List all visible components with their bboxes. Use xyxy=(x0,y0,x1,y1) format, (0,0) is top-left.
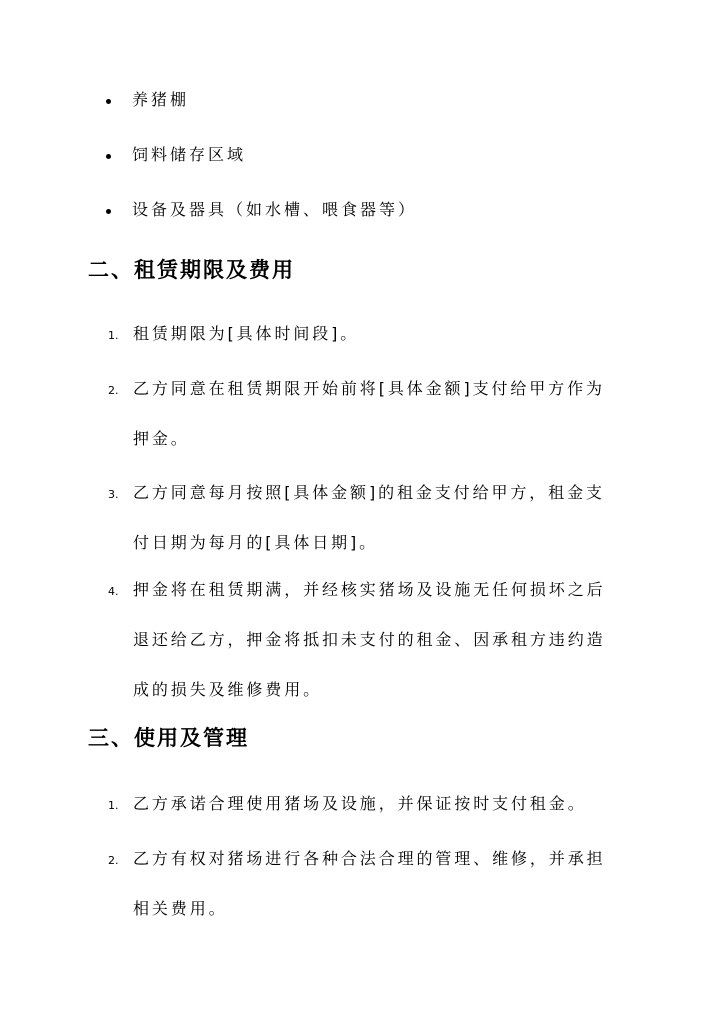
section-heading-lease-term: 二、租赁期限及费用 xyxy=(88,258,295,282)
section-heading-use-management: 三、使用及管理 xyxy=(88,726,249,750)
list-number: 1. xyxy=(108,799,119,812)
bullet-dot-icon xyxy=(106,99,111,104)
bullet-text: 养猪棚 xyxy=(132,90,190,109)
list-item-text: 乙方同意每月按照[具体金额]的租金支付给甲方，租金支付日期为每月的[具体日期]。 xyxy=(133,483,605,552)
list-item-text: 押金将在租赁期满，并经核实猪场及设施无任何损坏之后退还给乙方，押金将抵扣未支付的租金、因承租方违约造成的损失及维修费用。 xyxy=(133,580,606,699)
bullet-dot-icon xyxy=(106,209,111,214)
bullet-text: 设备及器具（如水槽、喂食器等） xyxy=(132,200,418,219)
list-item-text: 乙方同意在租赁期限开始前将[具体金额]支付给甲方作为押金。 xyxy=(133,379,605,448)
list-number: 2. xyxy=(108,854,119,867)
list-number: 1. xyxy=(108,329,119,342)
bullet-dot-icon xyxy=(106,154,111,159)
bullet-text: 饲料储存区域 xyxy=(132,145,247,164)
list-item-text: 租赁期限为[具体时间段]。 xyxy=(133,324,360,343)
list-number: 2. xyxy=(108,384,119,397)
list-number: 4. xyxy=(108,585,119,598)
list-item-text: 乙方有权对猪场进行各种合法合理的管理、维修，并承担相关费用。 xyxy=(133,849,606,918)
list-item-text: 乙方承诺合理使用猪场及设施，并保证按时支付租金。 xyxy=(133,794,587,813)
list-number: 3. xyxy=(108,488,119,501)
